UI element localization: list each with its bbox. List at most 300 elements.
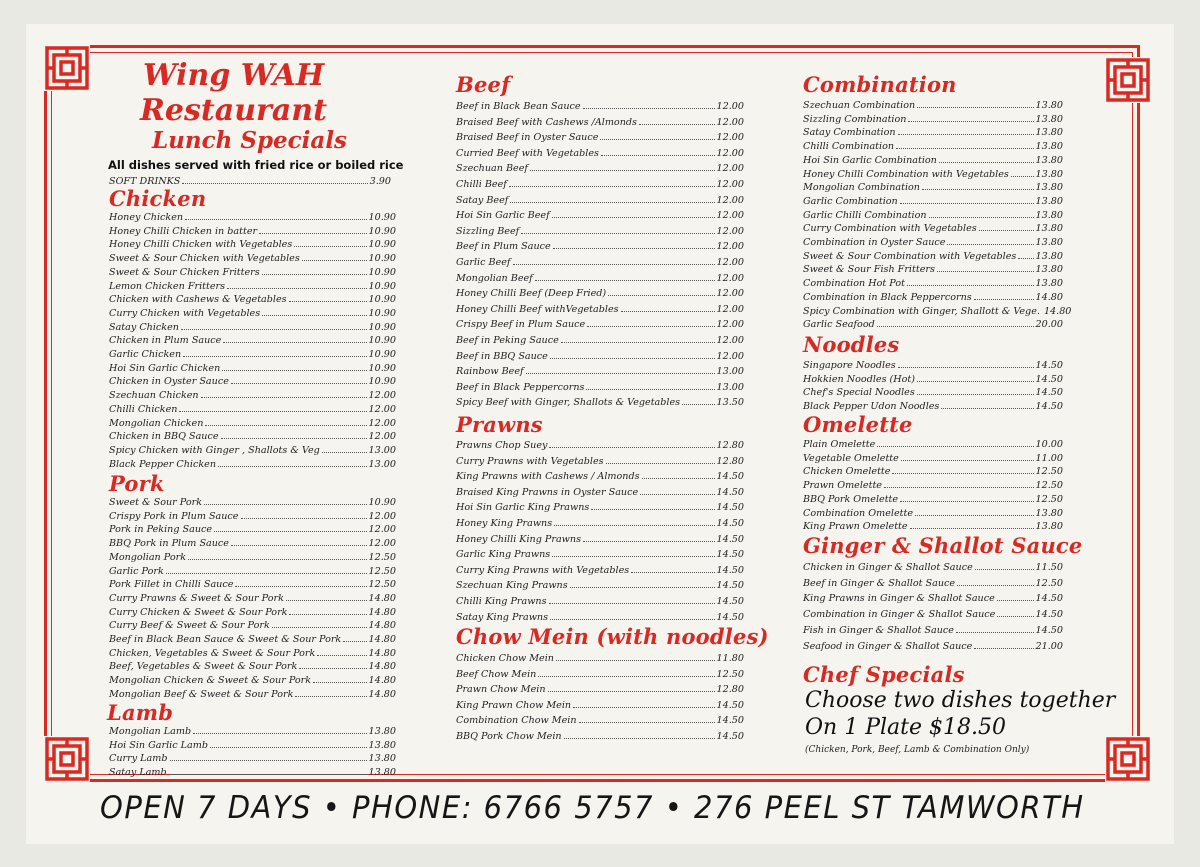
menu-item-name: Mongolian Beef & Sweet & Sour Pork [109, 688, 294, 700]
menu-item-name: Singapore Noodles [803, 360, 896, 371]
menu-item-price: 14.80 [368, 647, 396, 659]
menu-item-name: Beef Chow Mein [456, 668, 537, 680]
dot-leader [272, 619, 367, 628]
menu-item-name: Prawn Chow Mein [456, 684, 546, 696]
menu-item-name: Chilli Chicken [109, 403, 178, 415]
dot-leader [898, 126, 1034, 135]
menu-item-name: Curry Combination with Vegetables [803, 223, 977, 235]
dot-leader [975, 561, 1034, 570]
menu-item-price: 14.50 [1035, 387, 1063, 399]
menu-item-price: 14.50 [716, 471, 744, 483]
dot-leader [561, 334, 715, 343]
menu-item-price: 13.80 [1035, 507, 1063, 519]
dot-leader [201, 389, 367, 398]
menu-item-name: Combination in Black Peppercorns [803, 291, 972, 303]
menu-item-name: King Prawn Chow Mein [456, 699, 572, 711]
menu-item-name: BBQ Pork in Plum Sauce [109, 538, 229, 550]
dot-leader [917, 99, 1033, 108]
chef-special-line1: Choose two dishes together [805, 688, 1116, 713]
dot-leader [884, 479, 1034, 488]
menu-item [456, 147, 744, 160]
menu-item-price: 14.50 [716, 564, 744, 576]
menu-item-name: Mongolian Lamb [109, 726, 192, 737]
menu-item-price: 13.80 [1035, 278, 1063, 290]
menu-item [109, 551, 396, 564]
menu-item-name: Combination Omelette [803, 507, 914, 519]
dot-leader [322, 444, 367, 453]
menu-item-price: 12.00 [716, 210, 744, 222]
menu-item [456, 365, 744, 378]
menu-item-name: Curry Prawns & Sweet & Sour Pork [109, 592, 284, 604]
dot-leader [570, 579, 715, 588]
section-title-lamb: Lamb [107, 700, 174, 725]
dot-leader [538, 668, 714, 677]
dot-leader [939, 154, 1034, 163]
menu-item-price: 14.50 [716, 611, 744, 623]
menu-item [109, 752, 396, 765]
menu-item [803, 263, 1063, 276]
menu-item [109, 565, 396, 578]
menu-item [109, 510, 396, 523]
dot-leader [235, 578, 366, 587]
menu-item [109, 430, 396, 443]
menu-item-price: 10.90 [368, 376, 396, 388]
menu-item-price: 12.50 [716, 668, 744, 680]
menu-item-name: Chicken with Cashews & Vegetables [109, 294, 287, 306]
menu-item [456, 730, 744, 743]
dot-leader [262, 266, 367, 275]
menu-item-name: Sweet & Sour Combination with Vegetables [803, 250, 1017, 262]
menu-item [803, 181, 1063, 194]
menu-item-price: 12.50 [368, 551, 396, 563]
menu-item-name: Mongolian Beef [456, 272, 533, 284]
dot-leader [205, 417, 366, 426]
menu-item-price: 12.00 [716, 163, 744, 175]
menu-item [456, 699, 744, 712]
menu-item-name: Chicken Chow Mein [456, 653, 554, 664]
dot-leader [554, 517, 714, 526]
menu-item [109, 458, 396, 471]
menu-item-price: 13.80 [1035, 250, 1063, 262]
menu-item-price: 14.50 [716, 580, 744, 592]
menu-item-price: 21.00 [1035, 640, 1063, 652]
menu-item-name: Curry Chicken with Vegetables [109, 307, 261, 319]
menu-item-price: 14.50 [1035, 624, 1063, 636]
menu-item-price: 14.80 [368, 620, 396, 632]
menu-item [803, 386, 1063, 399]
menu-item-price: 11.50 [1035, 562, 1063, 573]
section-title-noodles: Noodles [803, 332, 900, 357]
dot-leader [289, 606, 366, 615]
menu-item [109, 619, 396, 632]
menu-item-name: Mongolian Combination [803, 182, 920, 194]
menu-item [109, 211, 396, 224]
menu-item [456, 683, 744, 696]
menu-item [803, 318, 1063, 331]
dot-leader [535, 272, 715, 281]
menu-item-price: 10.90 [368, 335, 396, 347]
menu-item-name: Spicy Chicken with Ginger , Shallots & Veg [109, 444, 320, 456]
menu-item-price: 12.80 [716, 684, 744, 696]
menu-item-price: 14.50 [1035, 593, 1063, 605]
dot-leader [1018, 250, 1033, 259]
menu-item [456, 668, 744, 681]
menu-item-name: Prawn Omelette [803, 480, 882, 492]
dot-leader [214, 523, 366, 532]
menu-item [456, 486, 744, 499]
menu-item [803, 373, 1063, 386]
menu-item-price: 13.80 [1035, 237, 1063, 248]
dot-leader [513, 256, 715, 265]
menu-item-price: 12.00 [716, 101, 744, 112]
menu-item [456, 396, 744, 409]
dot-leader [530, 162, 715, 171]
menu-item-name: Chilli King Prawns [456, 596, 547, 607]
menu-item-price: 12.00 [716, 225, 744, 237]
menu-item-name: Curry King Prawns with Vegetables [456, 564, 630, 576]
menu-item [109, 417, 396, 430]
menu-item-price: 13.80 [1035, 127, 1063, 139]
menu-item-price: 14.80 [368, 661, 396, 673]
menu-item [803, 452, 1063, 465]
menu-item-name: Honey Chilli Chicken with Vegetables [109, 239, 293, 251]
dot-leader [997, 608, 1033, 617]
corner-knot-icon [44, 45, 90, 91]
dot-leader [639, 116, 715, 125]
menu-item [109, 321, 396, 334]
menu-item [803, 113, 1063, 126]
menu-item [109, 238, 396, 251]
chef-special-line2: On 1 Plate $18.50 [805, 715, 1006, 740]
menu-item [456, 439, 744, 452]
menu-item-price: 12.00 [368, 417, 396, 429]
dot-leader [583, 533, 715, 542]
menu-item-price: 20.00 [1035, 319, 1063, 331]
dot-leader [1011, 168, 1034, 177]
menu-item-price: 13.00 [716, 381, 744, 393]
dot-leader [583, 100, 715, 109]
menu-item-price: 13.80 [1035, 209, 1063, 221]
menu-item-price: 14.50 [716, 486, 744, 498]
menu-item-name: Satay Lamb [109, 767, 167, 779]
menu-item [456, 116, 744, 129]
menu-item-price: 10.90 [368, 239, 396, 251]
menu-item-name: Black Pepper Udon Noodles [803, 401, 940, 413]
menu-item-name: Garlic King Prawns [456, 549, 551, 561]
dot-leader [917, 386, 1034, 395]
dot-leader [601, 147, 715, 156]
dot-leader [166, 565, 367, 574]
menu-item-name: Spicy Combination with Ginger, Shallott & Vege. [803, 305, 1040, 317]
dot-leader [600, 131, 714, 140]
dot-leader [259, 225, 366, 234]
menu-item [803, 624, 1063, 637]
menu-item-price: 10.90 [368, 497, 396, 508]
menu-item [456, 178, 744, 191]
menu-item-name: Garlic Combination [803, 195, 898, 207]
section-title-pork: Pork [109, 471, 165, 496]
menu-item-name: Combination Chow Mein [456, 715, 577, 727]
menu-item-name: Spicy Beef with Ginger, Shallots & Vegetables [456, 397, 681, 409]
menu-item [803, 154, 1063, 167]
menu-item-name: Combination in Ginger & Shallot Sauce [803, 609, 996, 621]
dot-leader [974, 291, 1034, 300]
dot-leader [941, 400, 1033, 409]
section-title-combination: Combination [803, 72, 957, 97]
dot-leader [188, 551, 367, 560]
dot-leader [521, 225, 714, 234]
dot-leader [898, 359, 1034, 368]
menu-item [109, 225, 396, 238]
dot-leader [210, 739, 367, 748]
menu-item [109, 403, 396, 416]
menu-item-name: Plain Omelette [803, 439, 876, 450]
menu-item-name: Chicken Omelette [803, 466, 891, 478]
menu-item [109, 633, 396, 646]
menu-item [456, 548, 744, 561]
menu-item-price: 12.80 [716, 455, 744, 467]
menu-item-name: Mongolian Chicken [109, 417, 204, 429]
menu-item-price: 10.90 [368, 321, 396, 333]
dot-leader [608, 287, 714, 296]
menu-item-name: Szechuan Combination [803, 100, 916, 111]
menu-item-name: Honey Chilli Beef (Deep Fried) [456, 288, 607, 300]
menu-item-price: 12.00 [716, 350, 744, 362]
lunch-specials-heading: Lunch Specials [152, 127, 348, 154]
menu-item-price: 13.80 [1035, 141, 1063, 153]
menu-item-price: 12.00 [368, 390, 396, 402]
menu-item [456, 533, 744, 546]
menu-item [109, 389, 396, 402]
menu-item [109, 293, 396, 306]
dot-leader [922, 181, 1034, 190]
menu-item-price: 14.50 [716, 715, 744, 727]
menu-item [803, 140, 1063, 153]
dot-leader [550, 350, 715, 359]
dot-leader [621, 303, 715, 312]
dot-leader [587, 318, 714, 327]
menu-item [109, 348, 396, 361]
menu-item-name: Chef's Special Noodles [803, 387, 915, 399]
dot-leader [591, 501, 714, 510]
menu-item-price: 13.80 [1035, 113, 1063, 125]
menu-item [803, 359, 1063, 372]
dot-leader [631, 564, 714, 573]
menu-item-price: 10.00 [1035, 439, 1063, 450]
menu-item [109, 307, 396, 320]
menu-item-price: 12.50 [1035, 480, 1063, 492]
menu-item-name: Sweet & Sour Pork [109, 497, 203, 508]
menu-item [109, 496, 396, 509]
dot-leader [221, 430, 367, 439]
menu-item-name: Mongolian Pork [109, 551, 187, 563]
dot-leader [915, 507, 1034, 516]
menu-item [803, 577, 1063, 590]
menu-item [109, 688, 396, 701]
dot-leader [900, 493, 1033, 502]
dot-leader [289, 293, 367, 302]
menu-item-name: BBQ Pork Chow Mein [456, 731, 562, 742]
menu-item [803, 99, 1063, 112]
menu-item-price: 14.80 [368, 688, 396, 700]
dot-leader [549, 595, 715, 604]
section-title-chef-specials: Chef Specials [803, 662, 965, 687]
dot-leader [682, 396, 714, 405]
menu-item-price: 13.00 [368, 458, 396, 470]
menu-item [803, 465, 1063, 478]
dot-leader [901, 452, 1034, 461]
menu-item-price: 10.90 [368, 362, 396, 374]
menu-item-price: 14.50 [1035, 401, 1063, 413]
menu-item-name: Hoi Sin Garlic Lamb [109, 739, 208, 751]
menu-item-price: 12.00 [716, 303, 744, 315]
menu-item [456, 100, 744, 113]
menu-item [803, 438, 1063, 451]
dot-leader [642, 470, 715, 479]
menu-item-price: 13.80 [1035, 195, 1063, 207]
dot-leader [193, 725, 366, 734]
dot-leader [552, 548, 714, 557]
menu-item [109, 252, 396, 265]
dot-leader [185, 211, 366, 220]
section-title-beef: Beef [456, 72, 511, 97]
dot-leader [526, 365, 715, 374]
menu-item-name: Satay Beef [456, 194, 509, 206]
dot-leader [892, 465, 1033, 474]
dot-leader [548, 683, 715, 692]
menu-item [109, 537, 396, 550]
menu-item-price: 14.50 [716, 699, 744, 711]
menu-item [456, 714, 744, 727]
menu-item-price: 12.00 [368, 431, 396, 443]
menu-item [456, 240, 744, 253]
menu-item-name: Honey Chilli King Prawns [456, 533, 581, 545]
menu-item-price: 12.00 [368, 510, 396, 522]
menu-item-price: 12.50 [1035, 466, 1063, 478]
dot-leader [317, 647, 366, 656]
menu-item [803, 520, 1063, 533]
menu-item-price: 13.00 [368, 444, 396, 456]
menu-item [803, 222, 1063, 235]
dot-leader [313, 674, 366, 683]
menu-item [109, 266, 396, 279]
menu-item [803, 479, 1063, 492]
menu-item-price: 12.00 [716, 335, 744, 346]
menu-item-name: Chicken in Plum Sauce [109, 335, 222, 347]
menu-item-name: Fish in Ginger & Shallot Sauce [803, 624, 954, 636]
menu-item [803, 277, 1063, 290]
menu-item-name: Garlic Seafood [803, 319, 875, 331]
menu-item [803, 608, 1063, 621]
menu-item-name: Beef in Ginger & Shallot Sauce [803, 577, 956, 589]
menu-item-price: 14.50 [1035, 373, 1063, 385]
dot-leader [917, 373, 1033, 382]
section-title-omelette: Omelette [803, 412, 913, 437]
dot-leader [908, 113, 1033, 122]
dot-leader [299, 660, 366, 669]
menu-item-price: 12.00 [716, 132, 744, 144]
menu-item-name: Chicken, Vegetables & Sweet & Sour Pork [109, 647, 316, 659]
dot-leader [169, 766, 367, 775]
menu-item-name: Mongolian Chicken & Sweet & Sour Pork [109, 675, 312, 687]
dot-leader [241, 510, 367, 519]
menu-item [109, 766, 396, 779]
menu-item-name: Beef in Plum Sauce [456, 241, 551, 253]
section-title-ginger-shallot: Ginger & Shallot Sauce [803, 533, 1083, 558]
section-title-chicken: Chicken [109, 186, 207, 211]
dot-leader [218, 458, 367, 467]
menu-item-price: 10.90 [368, 349, 396, 360]
menu-item [803, 209, 1063, 222]
menu-item-name: Chilli Beef [456, 179, 507, 190]
menu-item [456, 455, 744, 468]
menu-item-price: 11.80 [716, 653, 744, 664]
corner-knot-icon [44, 736, 90, 782]
menu-item-name: Garlic Chilli Combination [803, 209, 927, 221]
menu-item [456, 209, 744, 222]
menu-item-name: Chicken in Oyster Sauce [109, 376, 229, 388]
menu-item-price: 10.90 [368, 225, 396, 237]
menu-item-price: 13.80 [1035, 154, 1063, 166]
menu-item-name: Combination Hot Pot [803, 278, 905, 290]
menu-item-price: 12.80 [716, 440, 744, 451]
menu-item [109, 606, 396, 619]
menu-item-name: Curry Chicken & Sweet & Sour Pork [109, 606, 288, 618]
menu-item-name: Rainbow Beef [456, 366, 524, 378]
menu-item-name: Hoi Sin Garlic Combination [803, 154, 937, 166]
menu-item-name: Beef in Black Bean Sauce & Sweet & Sour Pork [109, 634, 342, 645]
dot-leader [979, 222, 1034, 231]
dot-leader [640, 486, 714, 495]
menu-item-price: 12.00 [716, 194, 744, 206]
menu-item-price: 13.80 [1035, 182, 1063, 194]
menu-item-price: 13.80 [368, 726, 396, 737]
menu-item-name: Beef in BBQ Sauce [456, 350, 548, 362]
menu-item [109, 725, 396, 738]
menu-item-price: 14.80 [368, 606, 396, 618]
menu-item-name: Sweet & Sour Chicken Fritters [109, 266, 260, 278]
menu-item [456, 652, 744, 665]
menu-item-price: 10.90 [368, 294, 396, 306]
menu-item [456, 318, 744, 331]
dot-leader [907, 277, 1034, 286]
chef-special-note: (Chicken, Pork, Beef, Lamb & Combination Only) [805, 745, 1030, 755]
menu-item-name: Honey Chilli Combination with Vegetables [803, 168, 1009, 180]
menu-item [109, 375, 396, 388]
menu-item-price: 13.80 [368, 767, 396, 779]
menu-item-price: 10.90 [368, 307, 396, 319]
menu-item-price: 12.00 [716, 179, 744, 190]
menu-item-name: Curry Prawns with Vegetables [456, 455, 604, 467]
menu-item-name: Pork in Peking Sauce [109, 524, 213, 536]
dot-leader [181, 321, 367, 330]
menu-item [456, 225, 744, 238]
menu-item-name: Curry Lamb [109, 753, 168, 765]
dot-leader [877, 438, 1033, 447]
dot-leader [579, 714, 715, 723]
menu-item [456, 334, 744, 347]
dot-leader [564, 730, 715, 739]
menu-item [109, 660, 396, 673]
dot-leader [956, 624, 1034, 633]
dot-leader [227, 280, 366, 289]
menu-item-price: 14.50 [716, 549, 744, 561]
menu-item [803, 592, 1063, 605]
menu-item-price: 10.90 [368, 253, 396, 265]
menu-item-name: Lemon Chicken Fritters [109, 280, 226, 292]
menu-item-name: Crispy Beef in Plum Sauce [456, 319, 586, 331]
menu-item [456, 194, 744, 207]
